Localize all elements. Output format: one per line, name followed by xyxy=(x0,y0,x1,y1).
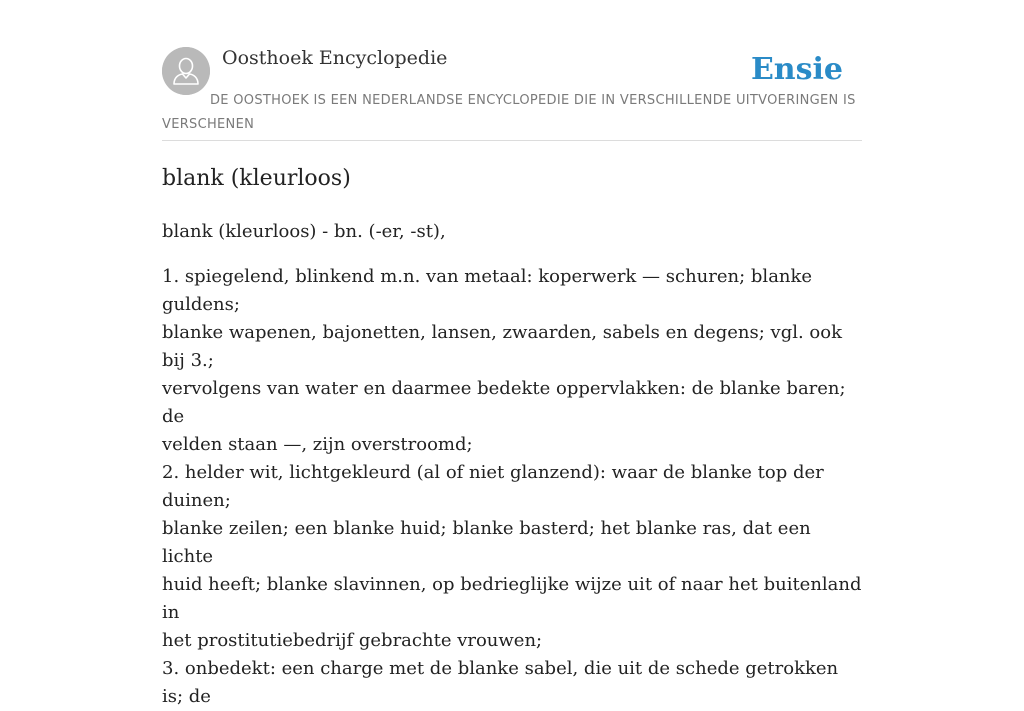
article xyxy=(162,160,862,711)
entry-headline: blank (kleurloos) - bn. (-er, -st), xyxy=(162,221,446,242)
ensie-logo[interactable]: Ensie xyxy=(750,52,843,87)
entry-title: blank (kleurloos) xyxy=(162,166,351,191)
body-line: het prostitutiebedrijf gebrachte vrouwen; xyxy=(162,630,543,651)
body-line: huid heeft; blanke slavinnen, op bedrieglijke wijze uit of naar het buitenland in xyxy=(162,574,862,623)
body-line: 1. spiegelend, blinkend m.n. van metaal: koperwerk — schuren; blanke guldens; xyxy=(162,266,813,315)
body-line: 2. helder wit, lichtgekleurd (al of niet glanzend): waar de blanke top der duinen; xyxy=(162,462,824,511)
source-header xyxy=(162,0,862,141)
source-avatar[interactable] xyxy=(162,47,210,95)
body-line: blanke zeilen; een blanke huid; blanke basterd; het blanke ras, dat een lichte xyxy=(162,518,811,567)
entry-body xyxy=(162,263,862,711)
user-icon xyxy=(162,47,210,95)
body-line: velden staan —, zijn overstroomd; xyxy=(162,434,473,455)
body-line: 3. onbedekt: een charge met de blanke sabel, die uit de schede getrokken is; de xyxy=(162,658,839,707)
body-line: blanke wapenen, bajonetten, lansen, zwaarden, sabels en degens; vgl. ook bij 3.; xyxy=(162,322,842,371)
body-line: vervolgens van water en daarmee bedekte oppervlakken: de blanke baren; de xyxy=(162,378,846,427)
source-tagline: DE OOSTHOEK IS EEN NEDERLANDSE ENCYCLOPEDIE DIE IN VERSCHILLENDE UITVOERINGEN IS VERSCHENEN xyxy=(162,93,856,132)
source-name-link[interactable]: Oosthoek Encyclopedie xyxy=(222,47,448,69)
